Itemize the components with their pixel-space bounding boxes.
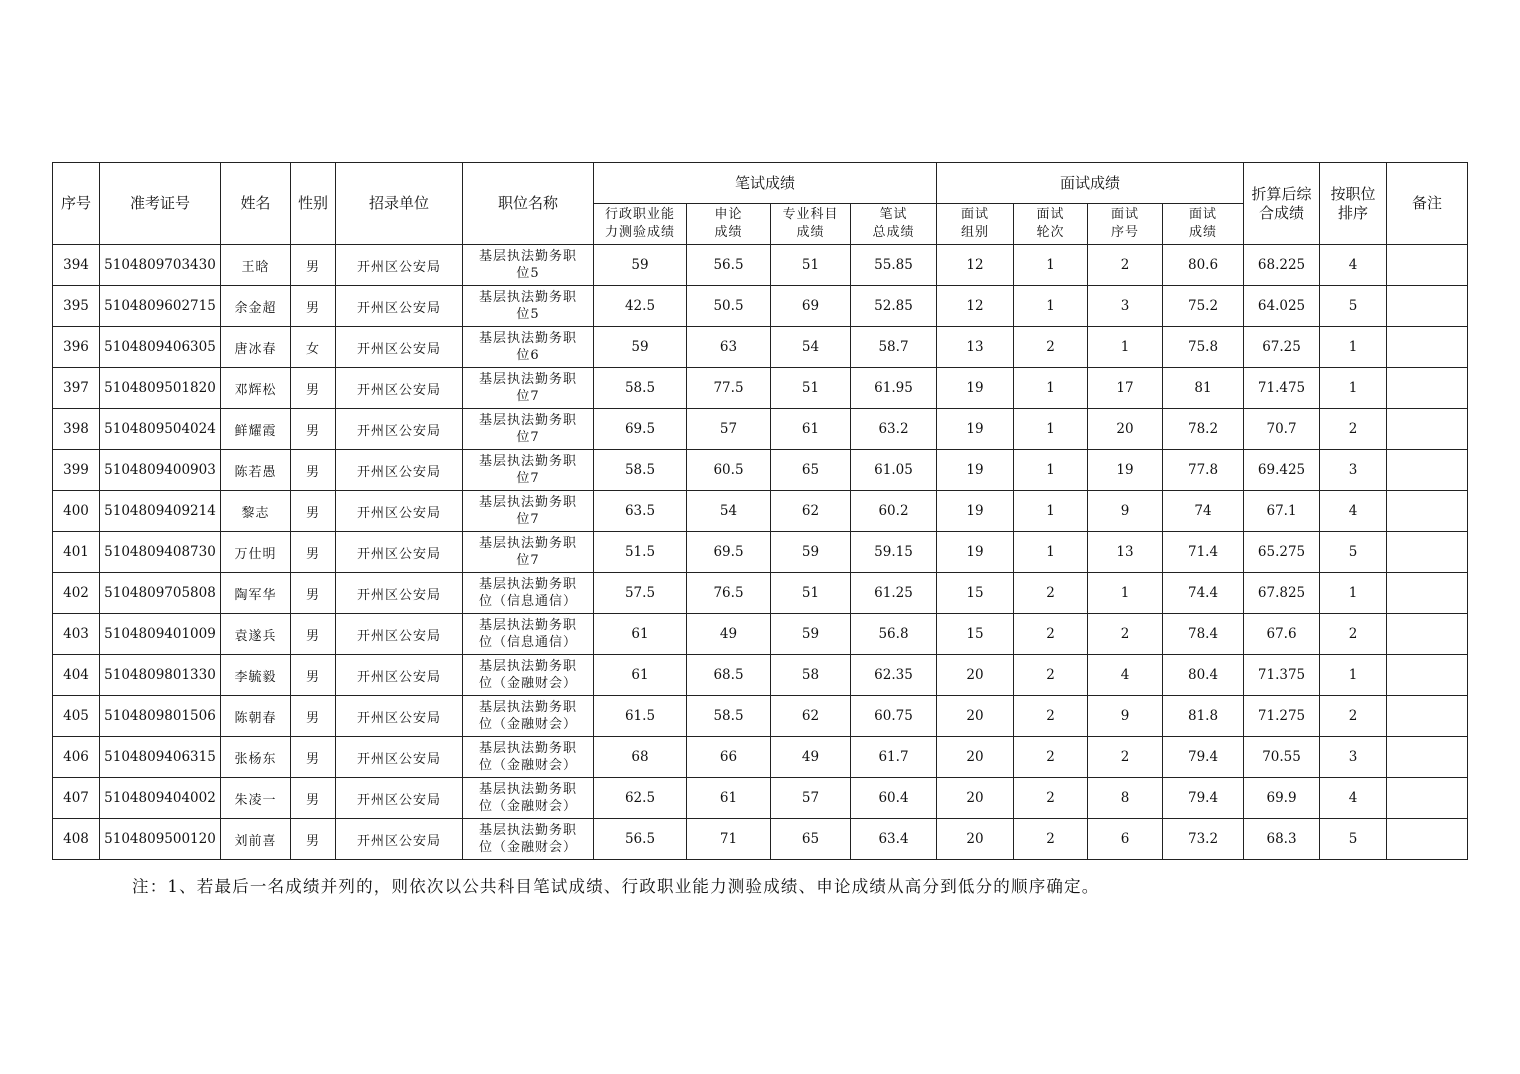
header-interview-score: 面试 成绩 — [1163, 204, 1244, 245]
cell-seq: 402 — [53, 573, 100, 614]
cell-remarks — [1387, 286, 1468, 327]
cell-remarks — [1387, 696, 1468, 737]
cell-interview-score: 73.2 — [1163, 819, 1244, 860]
header-composite: 折算后综合成绩 — [1244, 163, 1320, 245]
cell-unit: 开州区公安局 — [336, 573, 463, 614]
cell-exam-id: 5104809801330 — [100, 655, 221, 696]
cell-unit: 开州区公安局 — [336, 491, 463, 532]
cell-written-total: 60.2 — [851, 491, 937, 532]
cell-xingce: 51.5 — [594, 532, 687, 573]
table-row — [53, 245, 1468, 286]
cell-name: 张杨东 — [221, 737, 291, 778]
cell-interview-score: 78.4 — [1163, 614, 1244, 655]
cell-professional: 51 — [771, 368, 851, 409]
cell-interview-order: 2 — [1088, 737, 1163, 778]
cell-interview-round: 1 — [1014, 368, 1088, 409]
cell-name: 袁遂兵 — [221, 614, 291, 655]
cell-name: 邓辉松 — [221, 368, 291, 409]
cell-shenlun: 76.5 — [687, 573, 771, 614]
cell-name: 朱凌一 — [221, 778, 291, 819]
cell-xingce: 61 — [594, 655, 687, 696]
cell-interview-round: 1 — [1014, 532, 1088, 573]
cell-professional: 57 — [771, 778, 851, 819]
cell-name: 唐冰春 — [221, 327, 291, 368]
cell-rank: 3 — [1320, 737, 1387, 778]
cell-interview-group-no: 20 — [937, 778, 1014, 819]
header-exam-id: 准考证号 — [100, 163, 221, 245]
cell-remarks — [1387, 409, 1468, 450]
cell-name: 黎志 — [221, 491, 291, 532]
cell-interview-score: 80.6 — [1163, 245, 1244, 286]
cell-name: 陶军华 — [221, 573, 291, 614]
cell-unit: 开州区公安局 — [336, 819, 463, 860]
cell-shenlun: 60.5 — [687, 450, 771, 491]
cell-seq: 404 — [53, 655, 100, 696]
cell-interview-round: 1 — [1014, 450, 1088, 491]
cell-gender: 男 — [291, 696, 336, 737]
cell-exam-id: 5104809504024 — [100, 409, 221, 450]
cell-interview-order: 9 — [1088, 696, 1163, 737]
cell-gender: 男 — [291, 491, 336, 532]
cell-composite: 67.825 — [1244, 573, 1320, 614]
results-table — [52, 162, 1468, 860]
cell-unit: 开州区公安局 — [336, 368, 463, 409]
cell-composite: 67.6 — [1244, 614, 1320, 655]
cell-professional: 69 — [771, 286, 851, 327]
cell-composite: 68.225 — [1244, 245, 1320, 286]
cell-rank: 3 — [1320, 450, 1387, 491]
cell-written-total: 58.7 — [851, 327, 937, 368]
cell-seq: 398 — [53, 409, 100, 450]
cell-position: 基层执法勤务职 位7 — [463, 450, 594, 491]
cell-position: 基层执法勤务职 位（金融财会） — [463, 737, 594, 778]
cell-interview-round: 2 — [1014, 819, 1088, 860]
cell-shenlun: 50.5 — [687, 286, 771, 327]
cell-remarks — [1387, 819, 1468, 860]
cell-unit: 开州区公安局 — [336, 696, 463, 737]
cell-rank: 1 — [1320, 573, 1387, 614]
cell-interview-group-no: 19 — [937, 368, 1014, 409]
cell-composite: 71.475 — [1244, 368, 1320, 409]
cell-remarks — [1387, 737, 1468, 778]
cell-unit: 开州区公安局 — [336, 737, 463, 778]
cell-professional: 65 — [771, 819, 851, 860]
cell-professional: 58 — [771, 655, 851, 696]
cell-unit: 开州区公安局 — [336, 450, 463, 491]
header-name: 姓名 — [221, 163, 291, 245]
cell-position: 基层执法勤务职 位7 — [463, 532, 594, 573]
cell-remarks — [1387, 778, 1468, 819]
cell-gender: 男 — [291, 778, 336, 819]
cell-position: 基层执法勤务职 位6 — [463, 327, 594, 368]
cell-xingce: 58.5 — [594, 368, 687, 409]
cell-gender: 男 — [291, 245, 336, 286]
cell-professional: 51 — [771, 573, 851, 614]
table-row — [53, 450, 1468, 491]
cell-interview-order: 1 — [1088, 573, 1163, 614]
header-seq: 序号 — [53, 163, 100, 245]
table-row — [53, 696, 1468, 737]
cell-name: 陈朝春 — [221, 696, 291, 737]
cell-unit: 开州区公安局 — [336, 286, 463, 327]
table-row — [53, 573, 1468, 614]
header-interview-round: 面试 轮次 — [1014, 204, 1088, 245]
cell-exam-id: 5104809705808 — [100, 573, 221, 614]
cell-interview-order: 6 — [1088, 819, 1163, 860]
cell-composite: 70.55 — [1244, 737, 1320, 778]
table-row — [53, 409, 1468, 450]
cell-seq: 400 — [53, 491, 100, 532]
cell-written-total: 60.75 — [851, 696, 937, 737]
cell-interview-order: 17 — [1088, 368, 1163, 409]
cell-professional: 51 — [771, 245, 851, 286]
cell-composite: 64.025 — [1244, 286, 1320, 327]
cell-professional: 54 — [771, 327, 851, 368]
cell-remarks — [1387, 450, 1468, 491]
cell-interview-group-no: 19 — [937, 409, 1014, 450]
cell-shenlun: 57 — [687, 409, 771, 450]
header-position: 职位名称 — [463, 163, 594, 245]
cell-interview-round: 2 — [1014, 737, 1088, 778]
cell-xingce: 69.5 — [594, 409, 687, 450]
cell-xingce: 57.5 — [594, 573, 687, 614]
cell-interview-score: 81.8 — [1163, 696, 1244, 737]
cell-name: 鲜耀霞 — [221, 409, 291, 450]
cell-interview-round: 2 — [1014, 327, 1088, 368]
cell-written-total: 59.15 — [851, 532, 937, 573]
cell-interview-order: 3 — [1088, 286, 1163, 327]
cell-seq: 408 — [53, 819, 100, 860]
cell-interview-group-no: 19 — [937, 450, 1014, 491]
table-body — [53, 245, 1468, 860]
cell-xingce: 58.5 — [594, 450, 687, 491]
cell-interview-group-no: 19 — [937, 491, 1014, 532]
cell-name: 李毓毅 — [221, 655, 291, 696]
table-row — [53, 491, 1468, 532]
table-row — [53, 368, 1468, 409]
cell-interview-score: 75.2 — [1163, 286, 1244, 327]
cell-interview-score: 77.8 — [1163, 450, 1244, 491]
cell-seq: 405 — [53, 696, 100, 737]
cell-interview-round: 1 — [1014, 245, 1088, 286]
header-interview-group: 面试成绩 — [937, 163, 1244, 204]
cell-exam-id: 5104809408730 — [100, 532, 221, 573]
cell-position: 基层执法勤务职 位（金融财会） — [463, 696, 594, 737]
cell-interview-group-no: 20 — [937, 819, 1014, 860]
cell-written-total: 61.95 — [851, 368, 937, 409]
cell-position: 基层执法勤务职 位5 — [463, 286, 594, 327]
cell-interview-round: 2 — [1014, 614, 1088, 655]
cell-position: 基层执法勤务职 位7 — [463, 491, 594, 532]
cell-interview-score: 81 — [1163, 368, 1244, 409]
cell-shenlun: 77.5 — [687, 368, 771, 409]
cell-rank: 2 — [1320, 409, 1387, 450]
cell-interview-round: 2 — [1014, 696, 1088, 737]
cell-composite: 70.7 — [1244, 409, 1320, 450]
table-row — [53, 286, 1468, 327]
cell-name: 余金超 — [221, 286, 291, 327]
cell-shenlun: 61 — [687, 778, 771, 819]
cell-interview-group-no: 20 — [937, 696, 1014, 737]
cell-unit: 开州区公安局 — [336, 245, 463, 286]
cell-name: 刘前喜 — [221, 819, 291, 860]
cell-seq: 403 — [53, 614, 100, 655]
cell-rank: 5 — [1320, 819, 1387, 860]
cell-interview-group-no: 15 — [937, 573, 1014, 614]
cell-interview-order: 8 — [1088, 778, 1163, 819]
cell-unit: 开州区公安局 — [336, 614, 463, 655]
cell-composite: 67.1 — [1244, 491, 1320, 532]
cell-composite: 65.275 — [1244, 532, 1320, 573]
cell-xingce: 56.5 — [594, 819, 687, 860]
cell-position: 基层执法勤务职 位7 — [463, 368, 594, 409]
cell-exam-id: 5104809401009 — [100, 614, 221, 655]
cell-professional: 65 — [771, 450, 851, 491]
cell-composite: 67.25 — [1244, 327, 1320, 368]
header-rank: 按职位排序 — [1320, 163, 1387, 245]
cell-shenlun: 68.5 — [687, 655, 771, 696]
cell-interview-score: 78.2 — [1163, 409, 1244, 450]
cell-interview-round: 2 — [1014, 778, 1088, 819]
cell-gender: 男 — [291, 409, 336, 450]
header-written-group: 笔试成绩 — [594, 163, 937, 204]
cell-xingce: 61 — [594, 614, 687, 655]
cell-interview-score: 74.4 — [1163, 573, 1244, 614]
cell-composite: 71.375 — [1244, 655, 1320, 696]
cell-xingce: 59 — [594, 327, 687, 368]
cell-interview-round: 2 — [1014, 573, 1088, 614]
cell-remarks — [1387, 532, 1468, 573]
cell-position: 基层执法勤务职 位7 — [463, 409, 594, 450]
cell-name: 万仕明 — [221, 532, 291, 573]
cell-gender: 男 — [291, 655, 336, 696]
cell-interview-order: 4 — [1088, 655, 1163, 696]
header-professional: 专业科目 成绩 — [771, 204, 851, 245]
cell-xingce: 68 — [594, 737, 687, 778]
cell-interview-score: 80.4 — [1163, 655, 1244, 696]
cell-written-total: 63.4 — [851, 819, 937, 860]
cell-shenlun: 54 — [687, 491, 771, 532]
cell-professional: 59 — [771, 532, 851, 573]
cell-remarks — [1387, 245, 1468, 286]
header-written-total: 笔试 总成绩 — [851, 204, 937, 245]
cell-exam-id: 5104809602715 — [100, 286, 221, 327]
cell-interview-group-no: 13 — [937, 327, 1014, 368]
table-row — [53, 532, 1468, 573]
cell-interview-order: 2 — [1088, 245, 1163, 286]
cell-position: 基层执法勤务职 位（金融财会） — [463, 655, 594, 696]
cell-interview-group-no: 20 — [937, 737, 1014, 778]
cell-seq: 406 — [53, 737, 100, 778]
cell-interview-group-no: 20 — [937, 655, 1014, 696]
cell-name: 陈若愚 — [221, 450, 291, 491]
cell-xingce: 42.5 — [594, 286, 687, 327]
cell-rank: 1 — [1320, 327, 1387, 368]
cell-interview-score: 79.4 — [1163, 778, 1244, 819]
cell-composite: 71.275 — [1244, 696, 1320, 737]
cell-gender: 男 — [291, 532, 336, 573]
cell-written-total: 61.25 — [851, 573, 937, 614]
cell-rank: 1 — [1320, 655, 1387, 696]
header-xingce: 行政职业能 力测验成绩 — [594, 204, 687, 245]
cell-professional: 62 — [771, 491, 851, 532]
cell-exam-id: 5104809400903 — [100, 450, 221, 491]
cell-exam-id: 5104809703430 — [100, 245, 221, 286]
cell-written-total: 55.85 — [851, 245, 937, 286]
cell-xingce: 62.5 — [594, 778, 687, 819]
cell-position: 基层执法勤务职 位（金融财会） — [463, 778, 594, 819]
cell-rank: 2 — [1320, 614, 1387, 655]
header-gender: 性别 — [291, 163, 336, 245]
cell-remarks — [1387, 491, 1468, 532]
cell-interview-round: 2 — [1014, 655, 1088, 696]
cell-shenlun: 49 — [687, 614, 771, 655]
cell-seq: 401 — [53, 532, 100, 573]
cell-written-total: 56.8 — [851, 614, 937, 655]
cell-composite: 69.9 — [1244, 778, 1320, 819]
cell-written-total: 63.2 — [851, 409, 937, 450]
cell-gender: 男 — [291, 819, 336, 860]
cell-position: 基层执法勤务职 位（金融财会） — [463, 819, 594, 860]
table-row — [53, 819, 1468, 860]
cell-remarks — [1387, 327, 1468, 368]
cell-remarks — [1387, 614, 1468, 655]
header-remarks: 备注 — [1387, 163, 1468, 245]
cell-gender: 男 — [291, 368, 336, 409]
cell-unit: 开州区公安局 — [336, 409, 463, 450]
cell-shenlun: 63 — [687, 327, 771, 368]
cell-exam-id: 5104809501820 — [100, 368, 221, 409]
cell-interview-score: 75.8 — [1163, 327, 1244, 368]
cell-professional: 62 — [771, 696, 851, 737]
cell-remarks — [1387, 655, 1468, 696]
cell-interview-group-no: 15 — [937, 614, 1014, 655]
table-row — [53, 737, 1468, 778]
cell-rank: 5 — [1320, 286, 1387, 327]
cell-seq: 394 — [53, 245, 100, 286]
cell-gender: 男 — [291, 286, 336, 327]
header-interview-order: 面试 序号 — [1088, 204, 1163, 245]
cell-written-total: 62.35 — [851, 655, 937, 696]
cell-name: 王晗 — [221, 245, 291, 286]
cell-seq: 397 — [53, 368, 100, 409]
table-row — [53, 778, 1468, 819]
footnote: 注：1、若最后一名成绩并列的，则依次以公共科目笔试成绩、行政职业能力测验成绩、申论成绩从高分到低分的顺序确定。 — [132, 877, 1100, 896]
cell-rank: 5 — [1320, 532, 1387, 573]
cell-interview-round: 1 — [1014, 491, 1088, 532]
cell-unit: 开州区公安局 — [336, 532, 463, 573]
cell-written-total: 52.85 — [851, 286, 937, 327]
cell-exam-id: 5104809406305 — [100, 327, 221, 368]
cell-interview-group-no: 19 — [937, 532, 1014, 573]
cell-written-total: 61.7 — [851, 737, 937, 778]
cell-professional: 59 — [771, 614, 851, 655]
cell-rank: 4 — [1320, 778, 1387, 819]
cell-rank: 4 — [1320, 491, 1387, 532]
cell-interview-order: 20 — [1088, 409, 1163, 450]
cell-interview-order: 1 — [1088, 327, 1163, 368]
cell-xingce: 59 — [594, 245, 687, 286]
cell-professional: 61 — [771, 409, 851, 450]
cell-interview-group-no: 12 — [937, 286, 1014, 327]
cell-shenlun: 58.5 — [687, 696, 771, 737]
cell-exam-id: 5104809409214 — [100, 491, 221, 532]
cell-composite: 69.425 — [1244, 450, 1320, 491]
cell-interview-group-no: 12 — [937, 245, 1014, 286]
header-unit: 招录单位 — [336, 163, 463, 245]
cell-rank: 4 — [1320, 245, 1387, 286]
cell-interview-order: 9 — [1088, 491, 1163, 532]
cell-interview-order: 19 — [1088, 450, 1163, 491]
table-row — [53, 614, 1468, 655]
cell-remarks — [1387, 573, 1468, 614]
cell-exam-id: 5104809406315 — [100, 737, 221, 778]
cell-interview-order: 2 — [1088, 614, 1163, 655]
cell-xingce: 63.5 — [594, 491, 687, 532]
cell-seq: 396 — [53, 327, 100, 368]
cell-interview-order: 13 — [1088, 532, 1163, 573]
header-shenlun: 申论 成绩 — [687, 204, 771, 245]
cell-unit: 开州区公安局 — [336, 778, 463, 819]
cell-position: 基层执法勤务职 位（信息通信） — [463, 573, 594, 614]
table-row — [53, 327, 1468, 368]
header-interview-group-no: 面试 组别 — [937, 204, 1014, 245]
table-header — [53, 163, 1468, 245]
cell-written-total: 60.4 — [851, 778, 937, 819]
cell-interview-score: 79.4 — [1163, 737, 1244, 778]
cell-gender: 男 — [291, 737, 336, 778]
cell-exam-id: 5104809500120 — [100, 819, 221, 860]
cell-exam-id: 5104809404002 — [100, 778, 221, 819]
cell-written-total: 61.05 — [851, 450, 937, 491]
cell-position: 基层执法勤务职 位（信息通信） — [463, 614, 594, 655]
table-row — [53, 655, 1468, 696]
cell-shenlun: 69.5 — [687, 532, 771, 573]
cell-xingce: 61.5 — [594, 696, 687, 737]
cell-remarks — [1387, 368, 1468, 409]
cell-interview-round: 1 — [1014, 286, 1088, 327]
cell-shenlun: 56.5 — [687, 245, 771, 286]
cell-position: 基层执法勤务职 位5 — [463, 245, 594, 286]
cell-gender: 女 — [291, 327, 336, 368]
cell-composite: 68.3 — [1244, 819, 1320, 860]
cell-interview-score: 71.4 — [1163, 532, 1244, 573]
cell-rank: 2 — [1320, 696, 1387, 737]
cell-unit: 开州区公安局 — [336, 327, 463, 368]
cell-shenlun: 66 — [687, 737, 771, 778]
cell-unit: 开州区公安局 — [336, 655, 463, 696]
cell-seq: 399 — [53, 450, 100, 491]
cell-interview-round: 1 — [1014, 409, 1088, 450]
cell-rank: 1 — [1320, 368, 1387, 409]
cell-shenlun: 71 — [687, 819, 771, 860]
cell-seq: 395 — [53, 286, 100, 327]
cell-interview-score: 74 — [1163, 491, 1244, 532]
cell-professional: 49 — [771, 737, 851, 778]
cell-gender: 男 — [291, 450, 336, 491]
cell-exam-id: 5104809801506 — [100, 696, 221, 737]
cell-seq: 407 — [53, 778, 100, 819]
cell-gender: 男 — [291, 614, 336, 655]
cell-gender: 男 — [291, 573, 336, 614]
